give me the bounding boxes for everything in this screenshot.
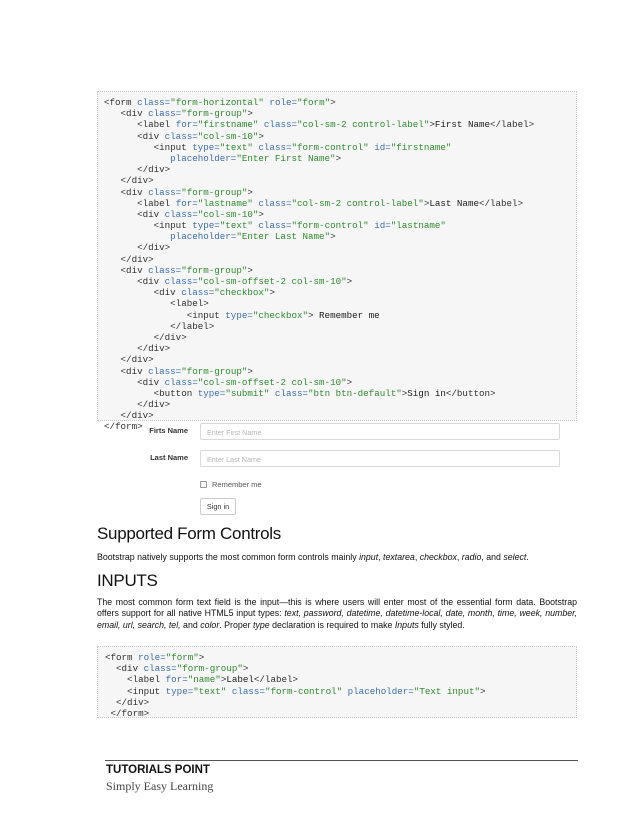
code-line: <label for="lastname" class="col-sm-2 control-label">Last Name</label> <box>104 197 524 209</box>
code-line: </div> <box>104 343 171 355</box>
form-controls-paragraph: Bootstrap natively supports the most common form controls mainly input, textarea, checkbox, radio, and select. <box>97 552 529 562</box>
code-line: <div class="col-sm-10"> <box>104 208 264 220</box>
code-line: </div> <box>104 354 154 366</box>
code-line: <div class="col-sm-offset-2 col-sm-10"> <box>104 276 353 287</box>
footer-divider <box>105 760 578 761</box>
code-line: <div class="col-sm-10"> <box>104 130 264 142</box>
code-line: </div> <box>104 253 154 265</box>
code-line: <div class="form-group"> <box>104 186 253 198</box>
code-line: </div> <box>104 410 154 422</box>
code-line: </form> <box>104 421 143 433</box>
code-line: <form class="form-horizontal" role="form"> <box>104 97 336 108</box>
code-line: </div> <box>104 242 171 254</box>
code-line: <div class="form-group"> <box>104 264 253 276</box>
first-name-input: Enter First Name <box>200 423 560 440</box>
section-heading-form-controls: Supported Form Controls <box>97 524 281 543</box>
code-line: placeholder="Enter Last Name"> <box>104 231 336 243</box>
remember-me-label: Remember me <box>212 480 262 489</box>
last-name-label: Last Name <box>150 453 188 462</box>
code-line: <div class="form-group"> <box>104 108 253 120</box>
section-heading-inputs: INPUTS <box>97 571 158 590</box>
code-line: </label> <box>104 320 215 332</box>
code-line: </div> <box>105 696 150 708</box>
form-preview-image <box>118 418 558 523</box>
code-line: </div> <box>104 331 187 343</box>
code-block-input-example <box>97 646 577 718</box>
last-name-input: Enter Last Name <box>200 450 560 467</box>
code-line: <form role="form"> <box>105 652 205 663</box>
code-line: <input type="text" class="form-control" id="lastname" <box>104 220 446 232</box>
checkbox-icon <box>200 481 207 488</box>
first-name-label: Firts Name <box>149 426 188 435</box>
code-line: <div class="checkbox"> <box>104 287 275 299</box>
code-line: placeholder="Enter First Name"> <box>104 152 342 164</box>
code-line: </div> <box>104 175 154 187</box>
code-line: <label for="firstname" class="col-sm-2 control-label">First Name</label> <box>104 119 535 131</box>
code-line: </div> <box>104 399 171 411</box>
code-line: <div class="col-sm-offset-2 col-sm-10"> <box>104 376 353 388</box>
sign-in-button: Sign in <box>200 498 236 515</box>
remember-me-checkbox <box>200 480 262 489</box>
code-line: <input type="text" class="form-control" placeholder="Text input"> <box>105 685 486 697</box>
code-line: <div class="form-group"> <box>104 365 253 377</box>
code-line: </form> <box>105 707 150 719</box>
code-line: </div> <box>104 164 171 176</box>
code-line: <button type="submit" class="btn btn-default">Sign in</button> <box>104 387 496 399</box>
code-line: <input type="checkbox"> Remember me <box>104 309 380 321</box>
footer-subtitle: Simply Easy Learning <box>106 779 214 793</box>
inputs-paragraph: The most common form text field is the input—this is where users will enter most of the essential form data. Bootstrap offers support for all native HTML5 input types: text, password, datetime, datetime-local, date, month, time, week, number, email, url, search, tel, and color. Proper type declaration is required to make Inputs fully styled. <box>97 597 577 630</box>
code-line: <label> <box>104 298 209 310</box>
code-line: <div class="form-group"> <box>105 663 249 675</box>
footer-title: TUTORIALS POINT <box>106 764 210 776</box>
code-line: <input type="text" class="form-control" id="firstname" <box>104 141 452 153</box>
code-line: <label for="name">Label</label> <box>105 674 299 686</box>
